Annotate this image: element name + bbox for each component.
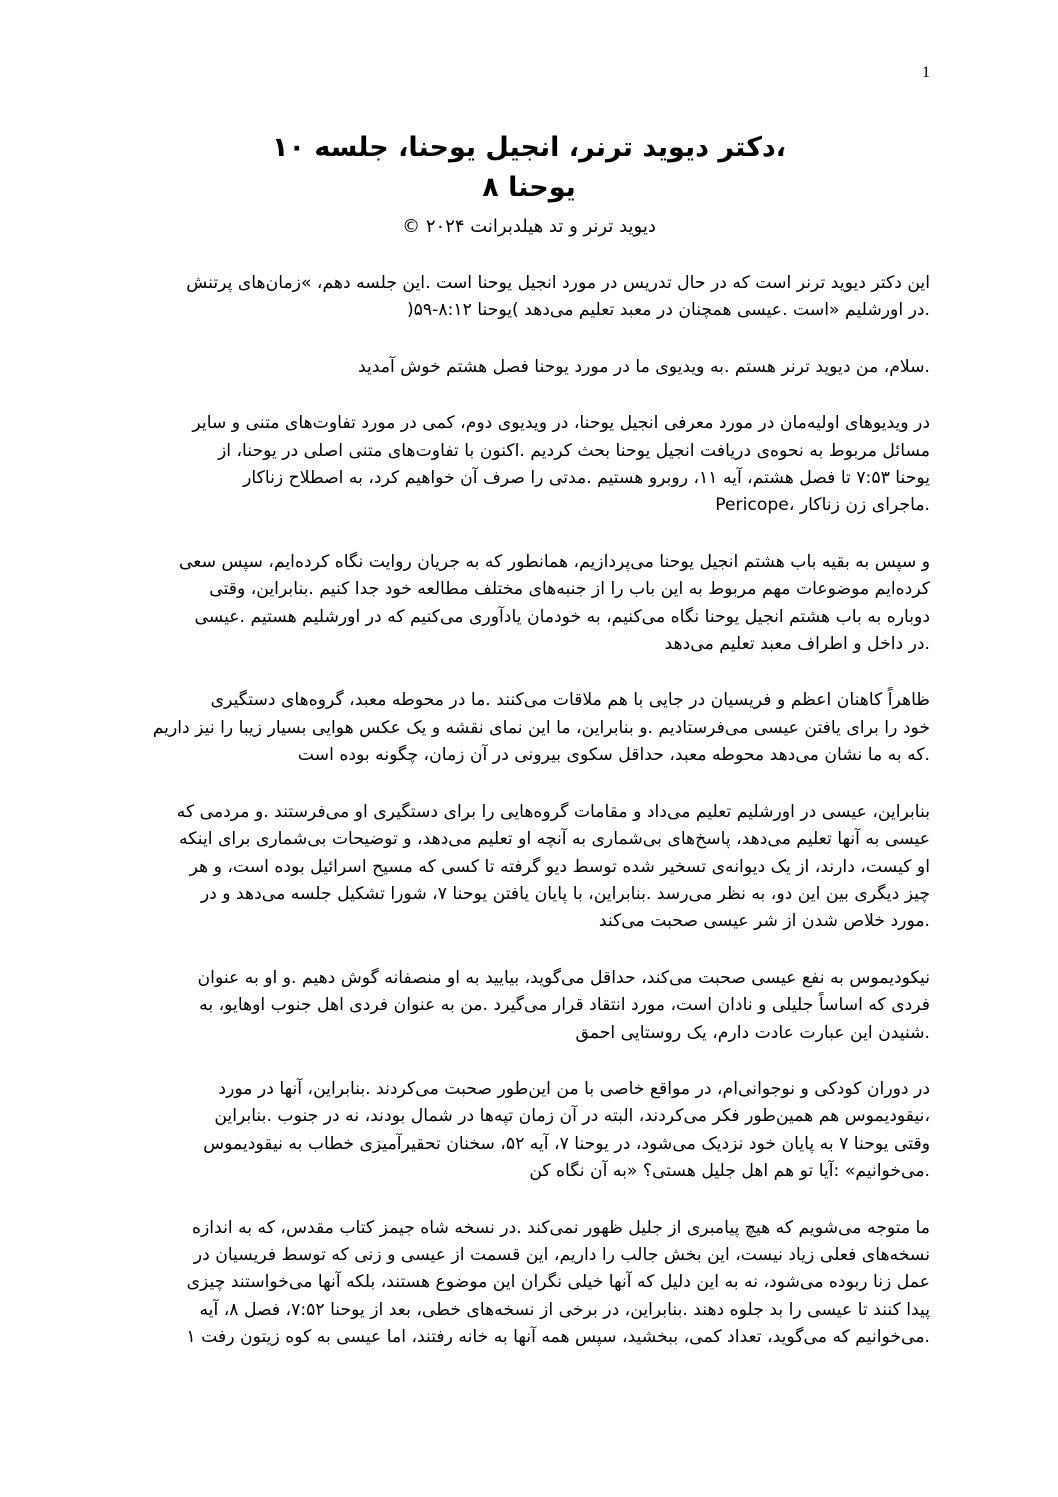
document-title-line-2: یوحنا ۸	[482, 172, 576, 203]
paragraph-line: .سلام، من دیوید ترنر هستم .به ویدیوی ما در مورد یوحنا فصل هشتم خوش آمدید	[357, 356, 930, 377]
paragraph-line: کرده‌ایم موضوعات مهم مربوط به این باب را از جنبه‌های مختلف مطالعه خود جدا کنیم .بنابراین، وقتی	[209, 579, 930, 600]
paragraph	[128, 1215, 930, 1352]
paragraph-line: .شنیدن این عبارت عادت دارم، یک روستایی احمق	[575, 1022, 930, 1043]
paragraph-line: چیز دیگری بین این دو، به نظر می‌رسد .بنابراین، با پایان یافتن یوحنا ۷، شورا تشکیل جلسه می‌دهد و در	[200, 883, 930, 904]
paragraph-line: خود را برای یافتن عیسی می‌فرستادیم .و بنابراین، ما این نمای نقشه و یک عکس هوایی بسیار زیبا را نیز داریم	[152, 717, 930, 738]
paragraph-line: ،نیقودیموس هم همین‌طور فکر می‌کردند، البته در آن زمان تپه‌ها در شمال بودند، نه در جنوب .بنابراین	[214, 1106, 930, 1127]
paragraph	[128, 965, 930, 1047]
paragraph-line: .مورد خلاص شدن از شر عیسی صحبت می‌کند	[598, 911, 930, 932]
paragraph-line: نسخه‌های فعلی زیاد نیست، این بخش جالب را داریم، این قسمت از عیسی و زنی که توسط فریسیان در	[193, 1244, 930, 1265]
paragraph-line: او کیست، دارند، از یک دیوانه‌ی تسخیر شده توسط دیو گرفته تا کسی که مسیح اسرائیل بوده است، و هر	[189, 856, 930, 877]
paragraph-line: پیدا کنند تا عیسی را بد جلوه دهند .بنابراین، در برخی از نسخه‌های خطی، بعد از یوحنا ۷:۵۲، فصل ۸، آیه	[199, 1299, 930, 1320]
paragraph-line: عیسی به آنها تعلیم می‌دهد، پاسخ‌های بی‌شماری به آنچه او تعلیم می‌دهد، و توضیحات بی‌شماری برای اینکه	[179, 829, 930, 850]
document-title: ،دکتر دیوید ترنر، انجیل یوحنا، جلسه ۱۰	[271, 132, 787, 163]
paragraph	[128, 354, 930, 381]
paragraph-line: ظاهراً کاهنان اعظم و فریسیان در جایی با هم ملاقات می‌کنند .ما در محوطه معبد، گروه‌های دستگیری	[210, 690, 930, 711]
paragraph	[128, 687, 930, 769]
paragraph	[128, 799, 930, 936]
paragraph-line: فردی که اساساً جلیلی و نادان است، مورد انتقاد قرار می‌گیرد .من به عنوان فردی اهل جنوب اوهایو، به	[199, 995, 930, 1016]
page-number: 1	[922, 64, 930, 81]
paragraph	[128, 410, 930, 520]
paragraph-line: عمل زنا ربوده می‌شود، نه به این دلیل که آنها خیلی نگران این موضوع هستند، بلکه آنها می‌خواستند چیزی	[186, 1272, 930, 1293]
paragraph-line: .می‌خوانیم که می‌گوید، تعداد کمی، ببخشید، سپس همه آنها به خانه رفتند، اما عیسی به کوه زیتون رفت ۱	[186, 1327, 930, 1348]
paragraph-line: مسائل مربوط به نحوه‌ی دریافت انجیل یوحنا بحث کردیم .اکنون با تفاوت‌های متنی اصلی در یوحنا، از	[217, 440, 930, 461]
paragraph	[128, 270, 930, 325]
paragraph-line: .در داخل و اطراف معبد تعلیم می‌دهد	[664, 634, 930, 655]
paragraph	[128, 549, 930, 659]
paragraph-line: نیکودیموس به نفع عیسی صحبت می‌کند، حداقل می‌گوید، بیایید به او منصفانه گوش دهیم .و او به عنوان	[197, 967, 930, 988]
paragraph-line: و سپس به بقیه باب هشتم انجیل یوحنا می‌پردازیم، همانطور که به جریان روایت نگاه کرده‌ایم، سپس سعی	[178, 551, 930, 572]
paragraph-line: .می‌خوانیم» :آیا تو هم اهل جلیل هستی؟ «به آن نگاه کن	[529, 1161, 930, 1182]
paragraph-line: .در اورشلیم «است .عیسی همچنان در معبد تعلیم می‌دهد )یوحنا ۸:۱۲-۵۹(	[406, 300, 930, 321]
paragraph	[128, 1076, 930, 1186]
paragraph-line: .که به ما نشان می‌دهد محوطه معبد، حداقل سکوی بیرونی در آن زمان، چگونه بوده است	[297, 745, 930, 766]
paragraph-line: در دوران کودکی و نوجوانی‌ام، در مواقع خاصی با من این‌طور صحبت می‌کردند .بنابراین، آنها در مورد	[218, 1078, 930, 1099]
paragraph-line: دوباره به باب هشتم انجیل یوحنا نگاه می‌کنیم، به خودمان یادآوری می‌کنیم که در اورشلیم هستیم .عیسی	[194, 606, 930, 627]
paragraph-line: این دکتر دیوید ترنر است که در حال تدریس در مورد انجیل یوحنا است .این جلسه دهم، »زمان‌های پرتنش	[186, 273, 930, 293]
body-text	[128, 270, 930, 1381]
paragraph-line: .ماجرای زن زناکار ،Pericope	[715, 495, 930, 516]
paragraph-line: وقتی یوحنا ۷ به پایان خود نزدیک می‌شود، در یوحنا ۷، آیه ۵۲، سخنان تحقیرآمیزی خطاب به نیقودیموس	[203, 1133, 930, 1154]
paragraph-line: بنابراین، عیسی در اورشلیم تعلیم می‌داد و مقامات گروه‌هایی را برای دستگیری او می‌فرستند .و مردمی که	[176, 801, 930, 822]
paragraph-line: یوحنا ۷:۵۳ تا فصل هشتم، آیه ۱۱، روبرو هستیم .مدتی را صرف آن خواهیم کرد، به اصطلاح زناکار	[243, 468, 930, 489]
authors-copyright: دیوید ترنر و تد هیلدبرانت ۲۰۲۴ ©	[402, 216, 656, 237]
title-block	[128, 128, 930, 242]
paragraph-line: ما متوجه می‌شویم که هیچ پیامبری از جلیل ظهور نمی‌کند .در نسخه شاه جیمز کتاب مقدس، که به اندازه	[191, 1217, 930, 1238]
paragraph-line: در ویدیوهای اولیه‌مان در مورد معرفی انجیل یوحنا، در ویدیوی دوم، کمی در مورد تفاوت‌های متنی و سایر	[192, 413, 930, 434]
